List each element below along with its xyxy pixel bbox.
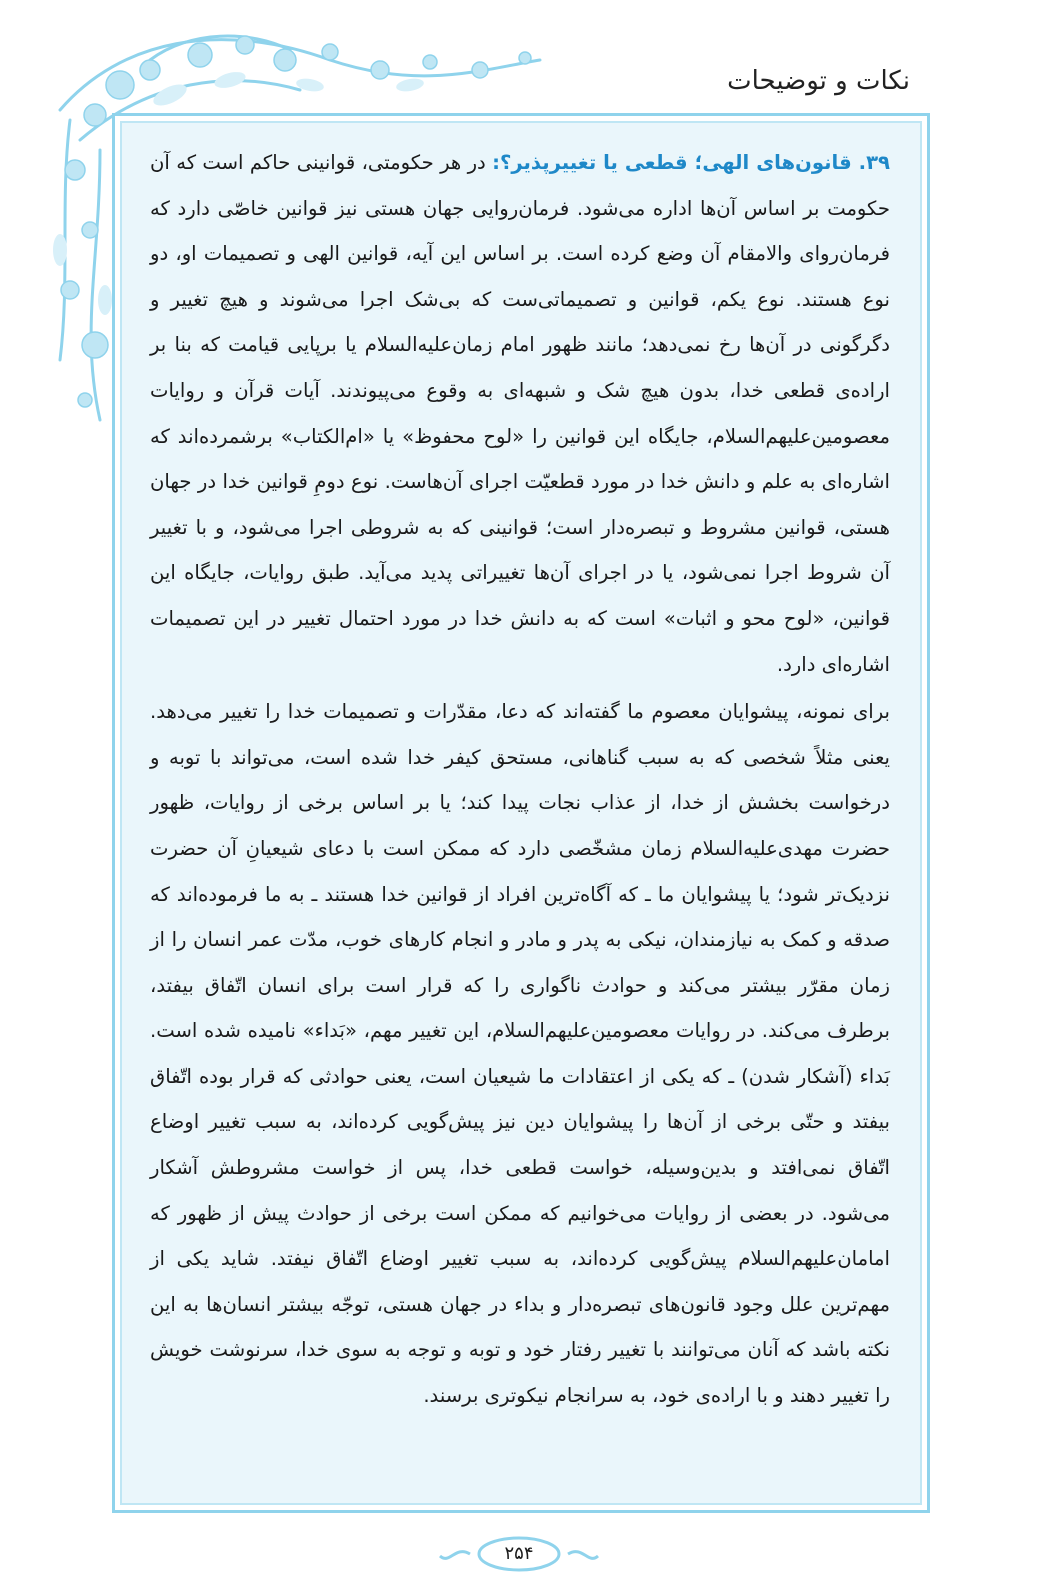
- article-heading: ۳۹. قانون‌های الهی؛ قطعی یا تغییرپذیر؟:: [492, 151, 891, 174]
- article-body: [150, 140, 890, 1421]
- paragraph-1-text: در هر حکومتی، قوانینی حاکم است که آن حکومت بر اساس آن‌ها اداره می‌شود. فرمان‌روایی جهان هستی نیز قوانین خاصّی دارد که فرمان‌روای والامقام آن وضع کرده است. بر اساس این آیه، قوانین الهی و تصمیمات او، دو نوع هستند. نوع یکم، قوانین و تصمیماتی‌ست که بی‌شک اجرا می‌شوند و هیچ تغییر و دگرگونی در آن‌ها رخ نمی‌دهد؛ مانند ظهور امام زمان‌علیه‌السلام یا برپایی قیامت که بنا بر اراده‌ی قطعی خدا، بدون هیچ شک و شبهه‌ای به وقوع می‌پیوندند. آیات قرآن و روایات معصومین‌علیهم‌السلام، جایگاه این قوانین را «لوح محفوظ» یا «ام‌الکتاب» برشمرده‌اند که اشاره‌ای به علم و دانش خدا در مورد قطعیّت اجرای آن‌هاست. نوع دومِ قوانین خدا در جهان هستی، قوانین مشروط و تبصره‌دار است؛ قوانینی که به شروطی اجرا می‌شود، و با تغییر آن شروط اجرا نمی‌شود، یا در اجرای آن‌ها تغییراتی پدید می‌آید. طبق روایات، جایگاه این قوانین، «لوح محو و اثبات» است که به دانش خدا در مورد احتمال تغییر در این تصمیمات اشاره‌ای دارد.: [150, 151, 890, 676]
- page-number: ۲۵۴: [504, 1543, 534, 1564]
- paragraph-2: برای نمونه، پیشوایان معصوم ما گفته‌اند که دعا، مقدّرات و تصمیمات خدا را تغییر می‌دهد. یعنی مثلاً شخصی که به سبب گناهانی، مستحق کیفر خدا شده است، می‌تواند با توبه و درخواست بخشش از خدا، از عذاب نجات پیدا کند؛ یا بر اساس برخی از روایات، ظهور حضرت مهدی‌علیه‌السلام زمان مشخّصی دارد که ممکن است با دعای شیعیانِ آن حضرت نزدیک‌تر شود؛ یا پیشوایان ما ـ که آگاه‌ترین افراد از قوانین خدا هستند ـ به ما فرموده‌اند که صدقه و کمک به نیازمندان، نیکی به پدر و مادر و انجام کارهای خوب، مدّت عمر انسان را از زمان مقرّر بیشتر می‌کند و حوادث ناگواری را که قرار است برای انسان اتّفاق بیفتد، برطرف می‌کند. در روایات معصومین‌علیهم‌السلام، این تغییر مهم، «بَداء» نامیده شده است. بَداء (آشکار شدن) ـ که یکی از اعتقادات ما شیعیان است، یعنی حوادثی که قرار بوده اتّفاق بیفتد و حتّی برخی از آن‌ها را پیشوایان دین نیز پیش‌گویی کرده‌اند، به سبب تغییر اوضاع اتّفاق نمی‌افتد و بدین‌وسیله، خواست قطعی خدا، پس از خواست مشروطش آشکار می‌شود. در بعضی از روایات می‌خوانیم که ممکن است برخی از حوادث پیش از ظهور که امامان‌علیهم‌السلام پیش‌گویی کرده‌اند، به سبب تغییر اوضاع اتّفاق نیفتد. شاید یکی از مهم‌ترین علل وجود قانون‌های تبصره‌دار و بداء در جهان هستی، توجّه بیشتر انسان‌ها به این نکته باشد که آنان می‌توانند با تغییر رفتار خود و توبه و توجه به سوی خدا، سرنوشت خویش را تغییر دهند و با اراده‌ی خود، به سرانجام نیکوتری برسند.: [150, 700, 890, 1408]
- section-title: نکات و توضیحات: [727, 66, 910, 96]
- page-number-badge: [484, 1538, 554, 1570]
- paragraph-1: [150, 140, 890, 687]
